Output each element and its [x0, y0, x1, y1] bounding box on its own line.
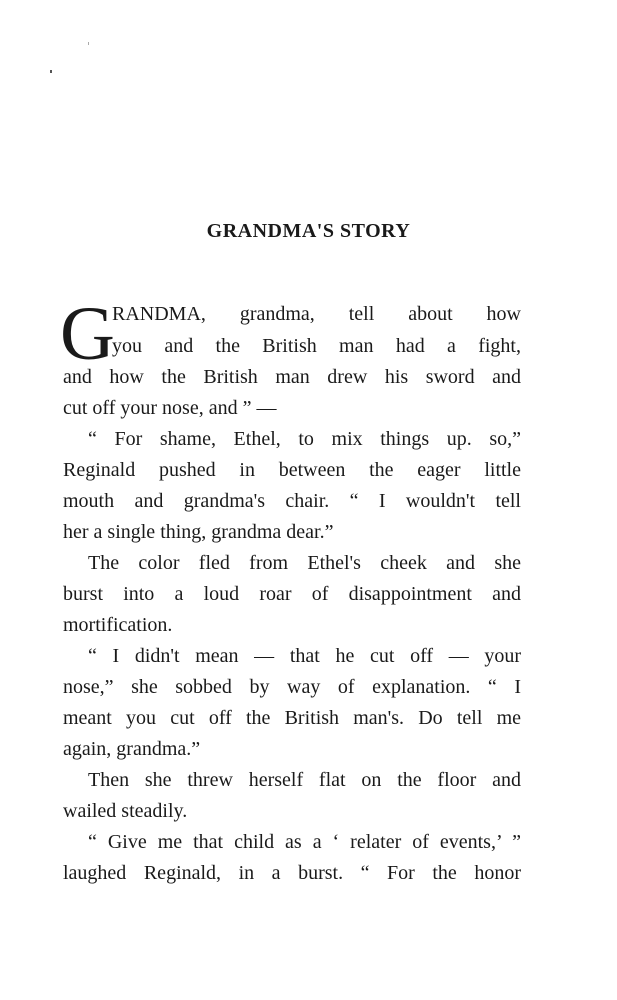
ink-speck [88, 42, 89, 45]
text-line: and how the British man drew his sword and [63, 366, 521, 388]
text-line: “ For shame, Ethel, to mix things up. so,” [88, 428, 521, 450]
chapter-title: GRANDMA'S STORY [206, 220, 411, 242]
text-line: nose,” she sobbed by way of explanation. “ I [63, 676, 521, 698]
text-line: you and the British man had a fight, [112, 335, 521, 357]
text-line: laughed Reginald, in a burst. “ For the honor [63, 862, 521, 884]
text-line: Reginald pushed in between the eager little [63, 459, 521, 481]
text-line: wailed steadily. [63, 800, 188, 822]
text-line: mouth and grandma's chair. “ I wouldn't tell [63, 490, 521, 512]
text-line: “ Give me that child as a ‘ relater of events,’ ” [88, 831, 521, 853]
text-line: again, grandma.” [63, 738, 201, 760]
text-line: Then she threw herself flat on the floor and [88, 769, 521, 791]
text-line: cut off your nose, and ” — [63, 397, 277, 419]
text-line: “ I didn't mean — that he cut off — your [88, 645, 521, 667]
text-line: The color fled from Ethel's cheek and she [88, 552, 521, 574]
text-line: burst into a loud roar of disappointment and [63, 583, 521, 605]
text-line: mortification. [63, 614, 173, 636]
text-line: her a single thing, grandma dear.” [63, 521, 334, 543]
text-line: meant you cut off the British man's. Do tell me [63, 707, 521, 729]
text-line: RANDMA, grandma, tell about how [112, 303, 521, 325]
ink-speck [50, 70, 52, 73]
drop-cap: G [60, 292, 115, 376]
